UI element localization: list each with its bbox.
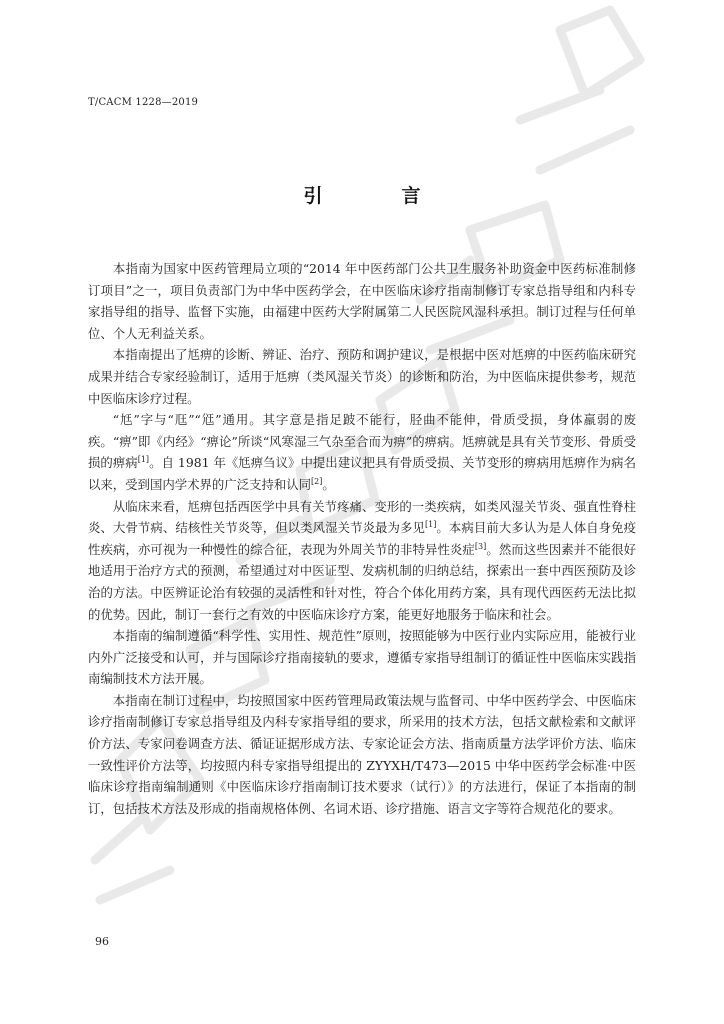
document-code: T/CACM 1228—2019 [88, 97, 199, 108]
paragraph-text: 本指南提出了尪痹的诊断、辨证、治疗、预防和调护建议，是根据中医对尪痹的中医药临床研究成果并结合专家经验制订，适用于尪痹（类风湿关节炎）的诊断和防治，为中医临床提供参考，规范中医临床诊疗过程。 [88, 347, 636, 406]
citation-ref: [2] [311, 476, 323, 486]
paragraph-text: 。然而这些因素并不能很好地适用于治疗方式的预测，希望通过对中医证型、发病机制的归纳总结，探索出一套中西医预防及诊治的方法。中医辨证论治有较强的灵活性和针对性，符合个体化用药方案，具有现代西医药无法比拟的优势。因此，制订一套行之有效的中医临床诊疗方案，能更好地服务于临床和社会。 [88, 541, 637, 622]
paragraph-text: 本指南在制订过程中，均按照国家中医药管理局政策法规与监督司、中华中医药学会、中医临床诊疗指南制修订专家总指导组及内科专家指导组的要求，所采用的技术方法，包括文献检索和文献评价方法、专家问卷调查方法、循证证据形成方法、专家论证会方法、指南质量方法学评价方法、临床一致性评价方法等，均按照内科专家指导组提出的 ZYYXH/T473—2015 中华中医药学会标准·中医临床诊疗指南编制通则《中医临床诊疗指南制订技术要求（试行）》的方法进行，保证了本指南的制订，包括技术方法及形成的指南规格体例、名词术语、诊疗措施、语言文字等符合规范化的要求。 [88, 692, 636, 816]
paragraph [88, 258, 636, 344]
paragraph [88, 409, 636, 495]
citation-ref: [1] [137, 455, 150, 465]
paragraph [88, 496, 636, 626]
paragraph-text: 本指南的编制遵循“科学性、实用性、规范性”原则，按照能够为中医行业内实际应用，能被行业内外广泛接受和认可，并与国际诊疗指南接轨的要求，遵循专家指导组制订的循证性中医临床实践指南编制技术方法开展。 [88, 628, 636, 687]
citation-ref: [1] [424, 520, 437, 530]
body-text [88, 258, 636, 819]
paragraph-text: 从临床来看，尪痹包括西医学中具有关节疼痛、变形的一类疾病，如类风湿关节炎、强直性脊柱炎、大骨节病、结核性关节炎等，但以类风湿关节炎最为多见 [88, 498, 636, 536]
paragraph [88, 625, 636, 690]
paragraph [88, 344, 636, 409]
citation-ref: [3] [474, 541, 487, 551]
paragraph-text: 。自 1981 年《尪痹刍议》中提出建议把具有骨质受损、关节变形的痹病用尪痹作为病名以来，受到国内学术界的广泛支持和认同 [88, 455, 636, 492]
paragraph-text: 本指南为国家中医药管理局立项的“2014 年中医药部门公共卫生服务补助资金中医药标准制修订项目”之一，项目负责部门为中华中医药学会，在中医临床诊疗指南制修订专家总指导组和内科专家指导组的指导、监督下实施，由福建中医药大学附属第二人民医院风湿科承担。制订过程与任何单位、个人无利益关系。 [88, 261, 636, 341]
paragraph-text: “尪”字与“尫”“尩”通用。其字意是指足跛不能行，胫曲不能伸，骨质受损，身体羸弱的废疾。“痹”即《内经》“痹论”所谈“风寒湿三气杂至合而为痹”的痹病。尪痹就是具有关节变形、骨质受损的痹病 [88, 412, 636, 471]
paragraph-text: 。 [322, 476, 335, 492]
paragraph [88, 690, 636, 820]
page-title: 引 言 [303, 185, 451, 207]
paragraph-text: 。本病目前大多认为是人体自身免疫性疾病，亦可视为一种慢性的综合征，表现为外周关节的非特异性炎症 [88, 520, 637, 557]
page-number: 96 [95, 935, 109, 948]
